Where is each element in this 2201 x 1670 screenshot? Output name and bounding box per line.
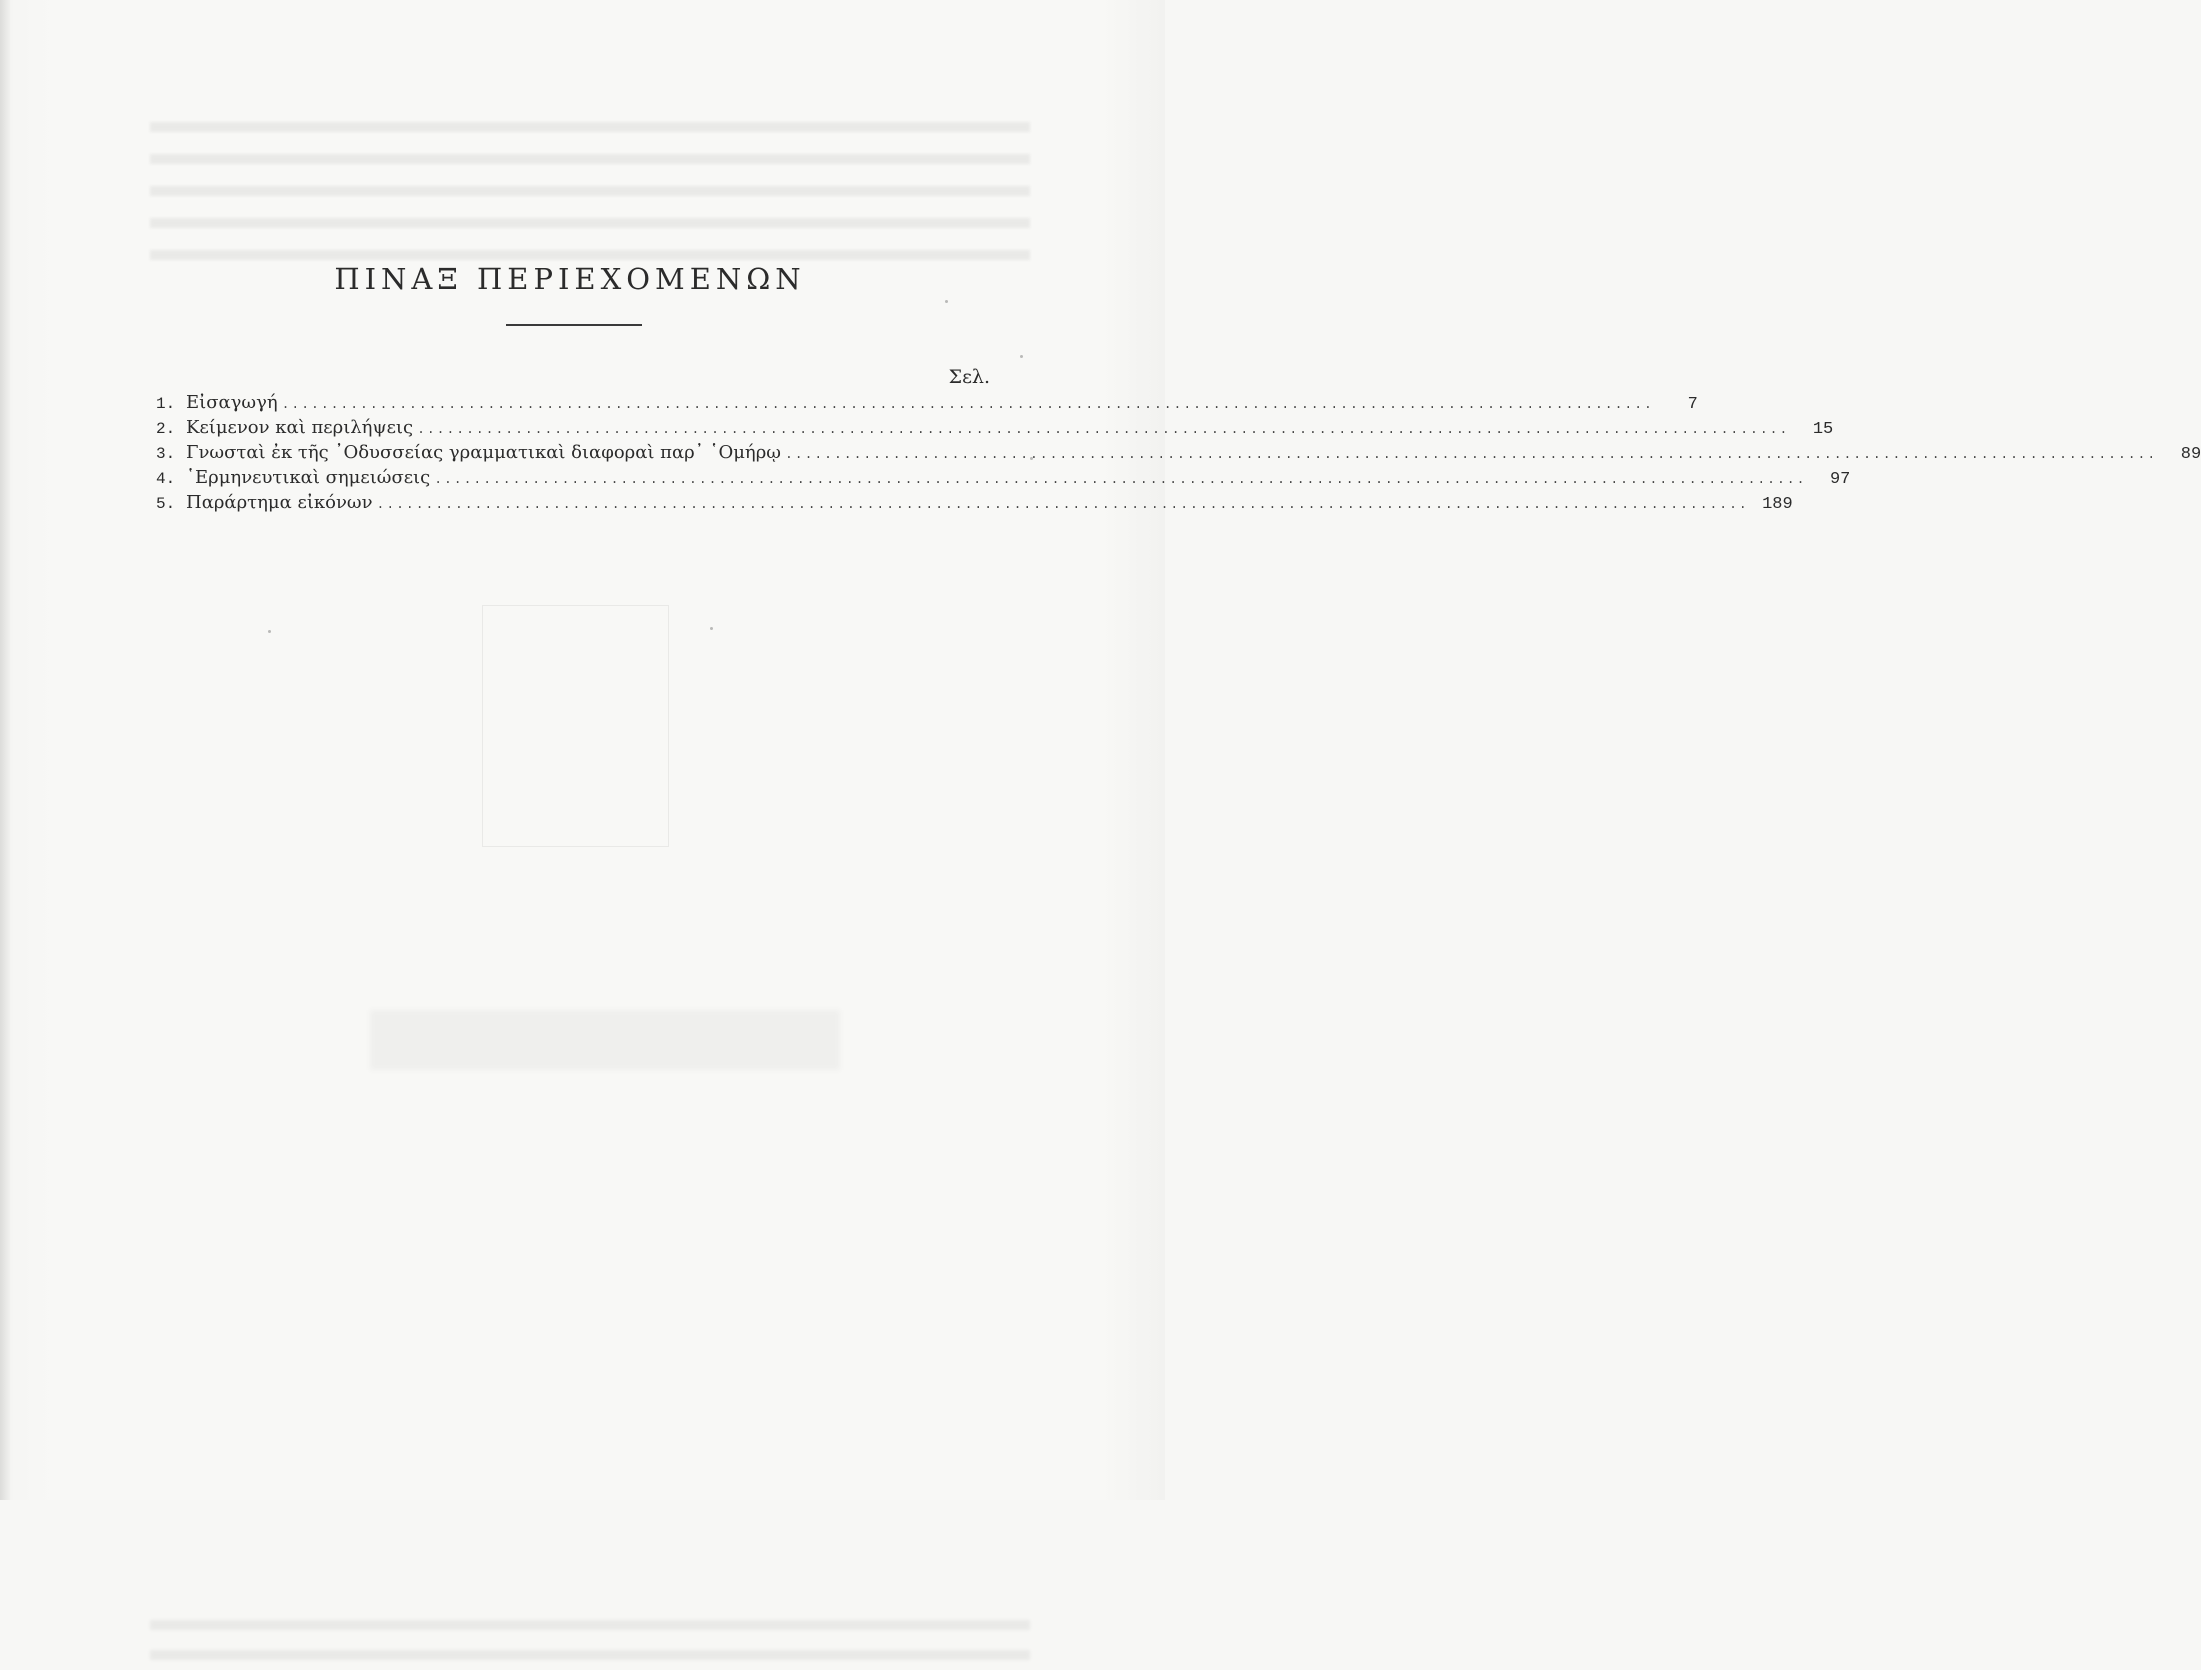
toc-entry: [156, 415, 1834, 440]
binding-edge: [0, 0, 10, 1500]
toc-entry-page: 189: [1762, 495, 1793, 514]
show-through-text-bottom: [150, 1600, 1030, 1670]
page-column-header: Σελ.: [948, 366, 990, 388]
toc-entry-number: 1.: [156, 395, 176, 413]
toc-entry-number: 2.: [156, 420, 176, 438]
show-through-block: [370, 1010, 840, 1070]
page-title: ΠΙΝΑΞ ΠΕΡΙΕΧΟΜΕΝΩΝ: [334, 262, 806, 296]
toc-entry: [156, 390, 1698, 415]
table-of-contents: [156, 390, 2201, 515]
toc-entry-page: 89: [2180, 445, 2201, 464]
dot-leader: ............................................................................................................................................: [281, 397, 1654, 412]
show-through-text-top: [150, 100, 1030, 260]
toc-entry: [156, 490, 1793, 515]
show-through-frame: [482, 605, 669, 847]
paper-speck: [710, 627, 713, 630]
toc-entry-number: 3.: [156, 445, 176, 463]
toc-entry-title: Εἰσαγωγή: [186, 392, 278, 413]
toc-entry-title: ῾Ερμηνευτικαὶ σημειώσεις: [186, 467, 431, 488]
toc-entry-page: 15: [1812, 420, 1834, 439]
toc-entry-page: 97: [1829, 470, 1851, 489]
dot-leader: ............................................................................................................................................: [784, 447, 2158, 462]
title-rule: [506, 324, 642, 326]
dot-leader: ............................................................................................................................................: [434, 472, 1807, 487]
paper-speck: [268, 630, 271, 633]
paper-speck: [1020, 355, 1023, 358]
toc-entry: [156, 465, 1851, 490]
toc-entry-page: 7: [1687, 395, 1698, 414]
dot-leader: ............................................................................................................................................: [417, 422, 1790, 437]
toc-entry-title: Παράρτημα εἰκόνων: [186, 492, 373, 513]
dot-leader: ............................................................................................................................................: [376, 497, 1749, 512]
paper-speck: [945, 300, 948, 303]
toc-entry-number: 4.: [156, 470, 176, 488]
toc-entry-title: Κείμενον καὶ περιλήψεις: [186, 417, 414, 438]
paper-speck: [1030, 457, 1033, 460]
toc-entry-number: 5.: [156, 495, 176, 513]
toc-entry: [156, 440, 2201, 465]
toc-entry-title: Γνωσταὶ ἐκ τῆς ᾿Οδυσσείας γραμματικαὶ διαφοραὶ παρ᾿ ῾Ομήρῳ: [186, 442, 781, 463]
